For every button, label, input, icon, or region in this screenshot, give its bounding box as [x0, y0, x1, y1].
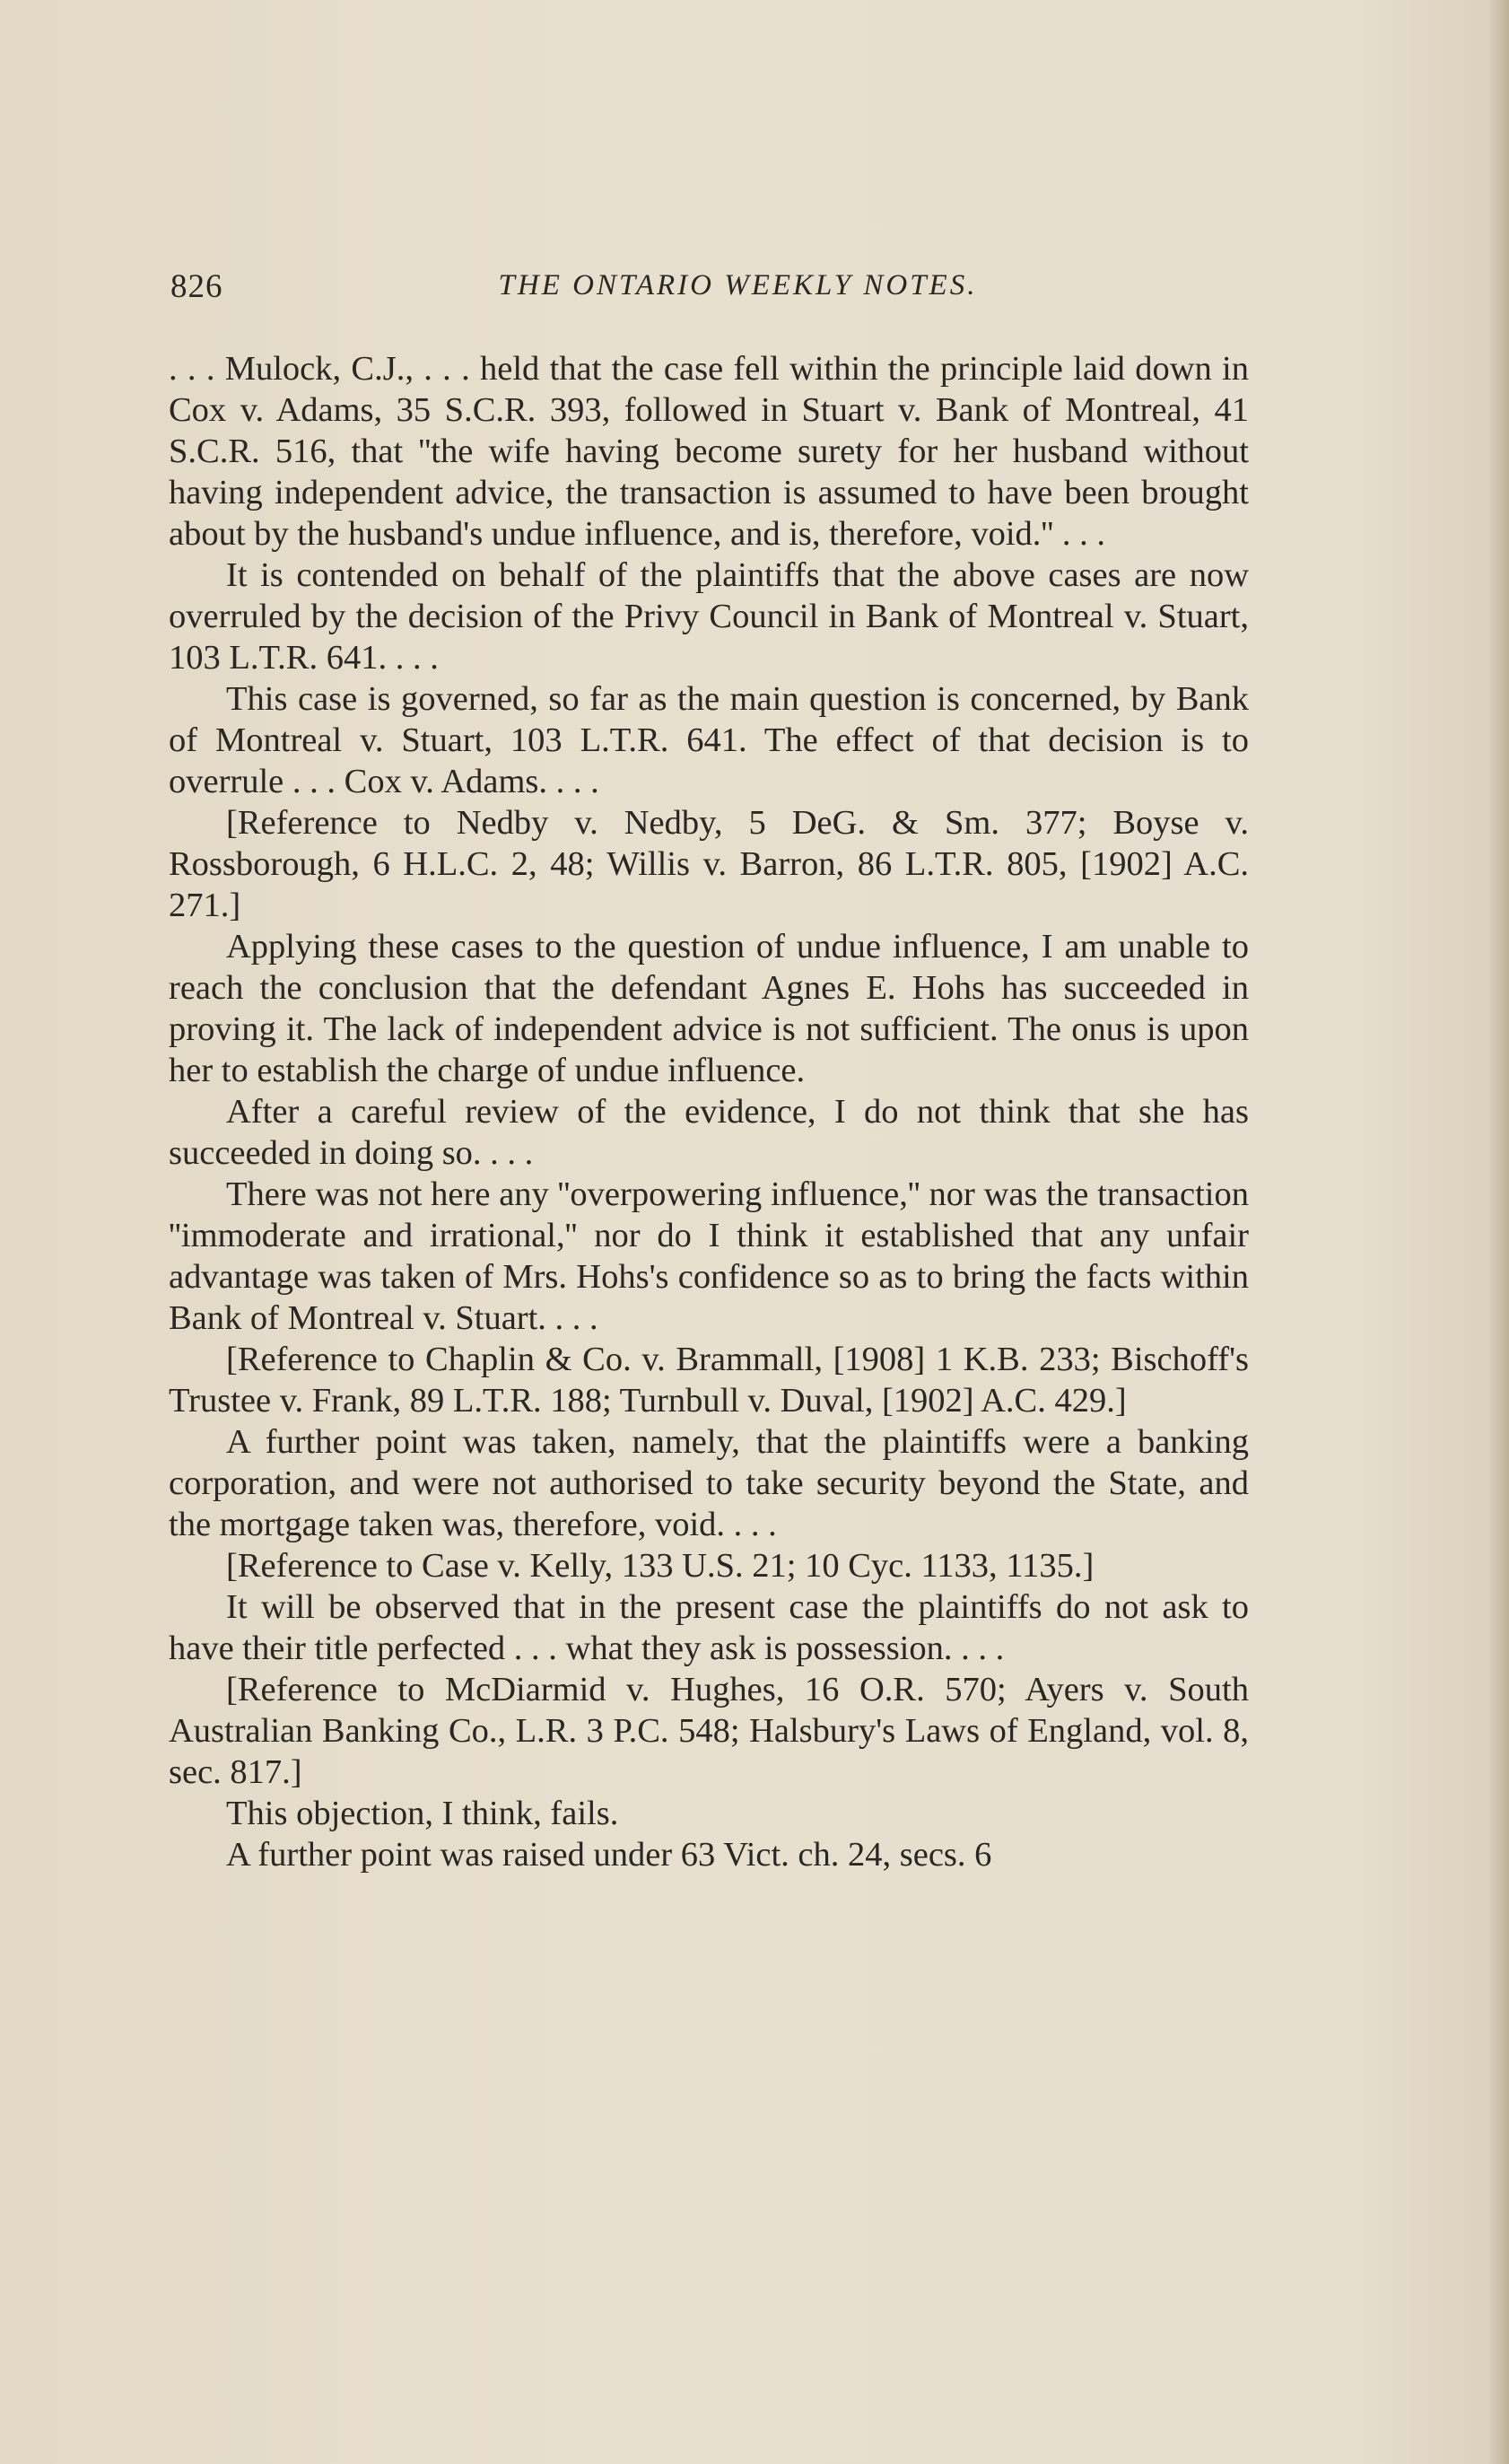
page-number: 826 — [170, 268, 223, 305]
running-title: THE ONTARIO WEEKLY NOTES. — [498, 269, 978, 301]
paragraph: This objection, I think, fails. — [226, 1795, 619, 1832]
body-text — [169, 348, 1249, 1875]
paragraph: . . . Mulock, C.J., . . . held that the case fell within the principle laid down in Cox v. Adams, 35 S.C.R. 393, followed in Stuart v. Bank of Montreal, 41 S.C.R. 516, that ''the wife having become surety for her husband without having independent advice, the transaction is assumed to have been brought about by the husband's undue influence, and is, therefore, void.'' . . . — [169, 350, 1249, 553]
paragraph: It will be observed that in the present case the plaintiffs do not ask to have their title perfected . . . what they ask is possession. . . . — [169, 1588, 1249, 1667]
page-binding-edge — [1489, 0, 1509, 2464]
paragraph: [Reference to Case v. Kelly, 133 U.S. 21; 10 Cyc. 1133, 1135.] — [226, 1547, 1095, 1585]
paragraph: Applying these cases to the question of undue influence, I am unable to reach the conclusion that the defendant Agnes E. Hohs has succeeded in proving it. The lack of independent advice is not sufficient. The onus is upon her to establish the charge of undue influence. — [169, 928, 1249, 1089]
paragraph: There was not here any ''overpowering influence,'' nor was the transaction ''immoderate and irrational,'' nor do I think it established that any unfair advantage was taken of Mrs. Hohs's confidence so as to bring the facts within Bank of Montreal v. Stuart. . . . — [169, 1175, 1249, 1337]
page-header — [170, 267, 1252, 307]
paragraph: [Reference to Chaplin & Co. v. Brammall, [1908] 1 K.B. 233; Bischoff's Trustee v. Frank, 89 L.T.R. 188; Turnbull v. Duval, [1902] A.C. 429.] — [169, 1341, 1249, 1420]
paragraph: This case is governed, so far as the main question is concerned, by Bank of Montreal v. Stuart, 103 L.T.R. 641. The effect of that decision is to overrule . . . Cox v. Adams. . . . — [169, 680, 1249, 800]
paragraph: [Reference to McDiarmid v. Hughes, 16 O.R. 570; Ayers v. South Australian Banking Co., L.R. 3 P.C. 548; Halsbury's Laws of England, vol. 8, sec. 817.] — [169, 1671, 1249, 1791]
paragraph: After a careful review of the evidence, I do not think that she has succeeded in doing so. . . . — [169, 1093, 1249, 1172]
paragraph: It is contended on behalf of the plaintiffs that the above cases are now overruled by the decision of the Privy Council in Bank of Montreal v. Stuart, 103 L.T.R. 641. . . . — [169, 556, 1249, 677]
paragraph: A further point was raised under 63 Vict. ch. 24, secs. 6 — [226, 1836, 992, 1874]
paragraph: [Reference to Nedby v. Nedby, 5 DeG. & Sm. 377; Boyse v. Rossborough, 6 H.L.C. 2, 48; Willis v. Barron, 86 L.T.R. 805, [1902] A.C. 271.] — [169, 804, 1249, 924]
paragraph: A further point was taken, namely, that the plaintiffs were a banking corporation, and were not authorised to take security beyond the State, and the mortgage taken was, therefore, void. . . . — [169, 1423, 1249, 1543]
